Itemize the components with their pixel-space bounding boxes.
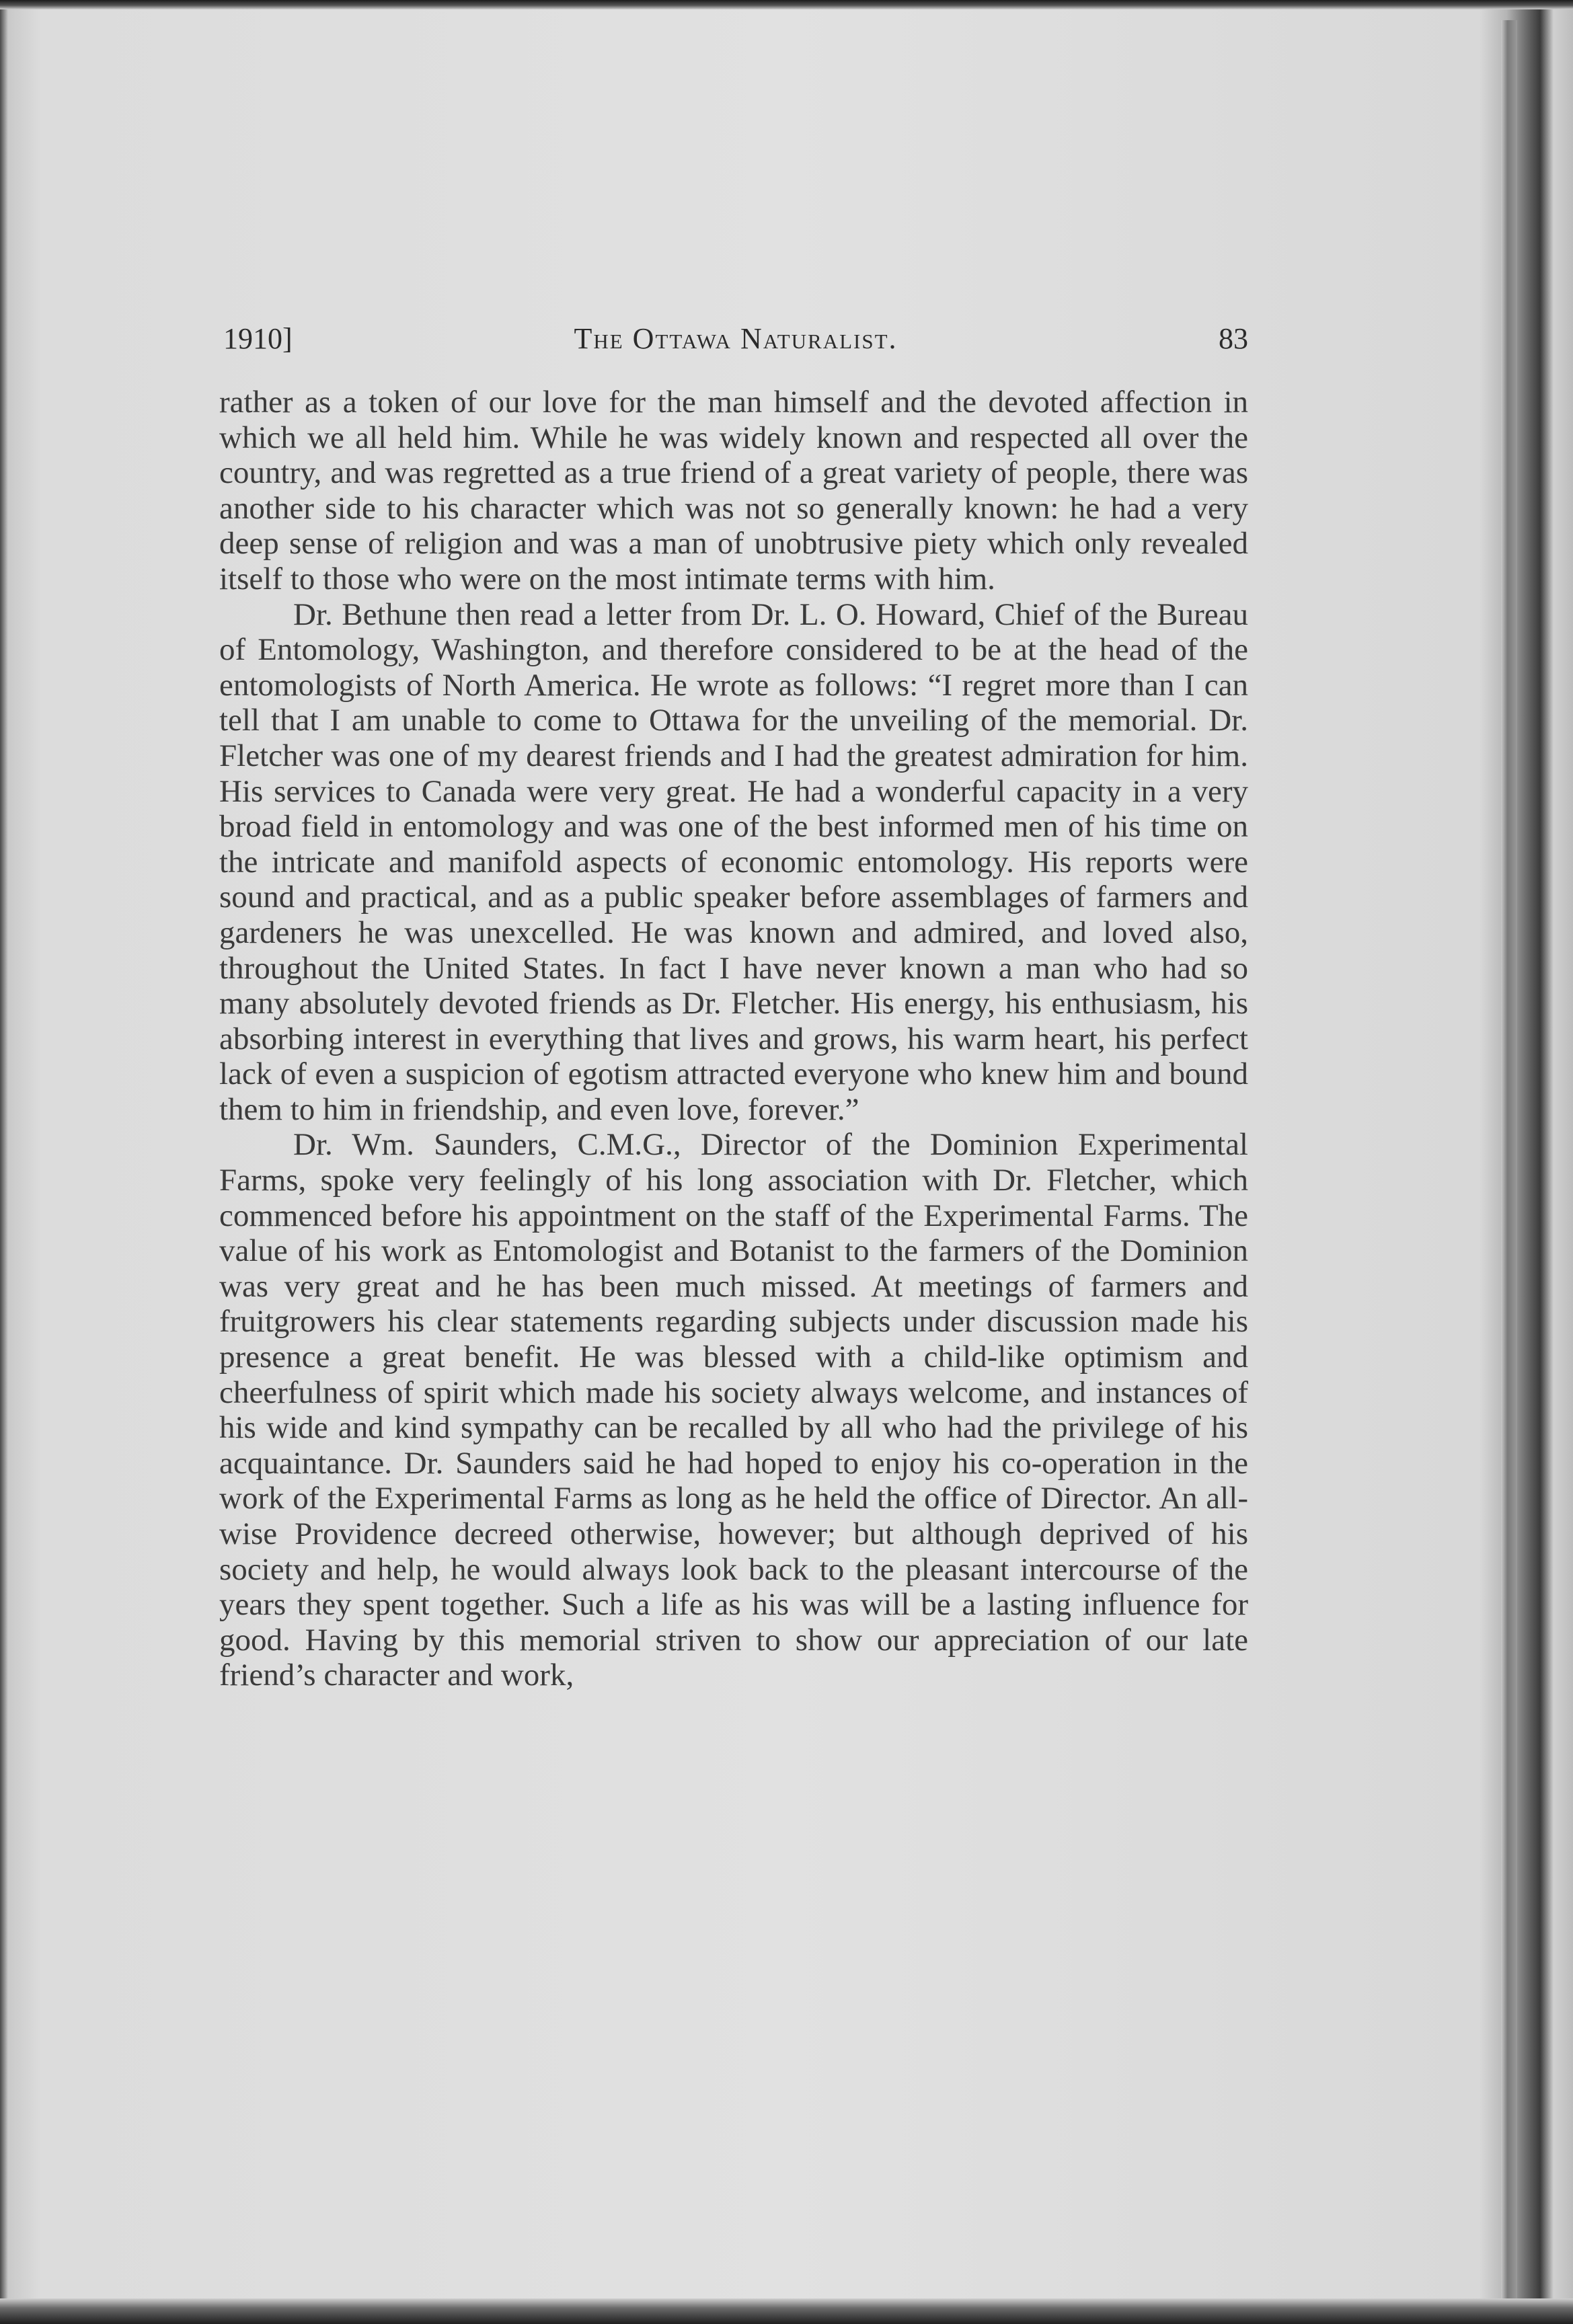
page-number: 83 [1219,322,1248,355]
running-head-year: 1910] [223,322,293,355]
paragraph-continuation: rather as a token of our love for the man himself and the devoted affection in which we all held him. While he was widely known and respected all over the country, and was regretted as a true friend of a great variety of people, there was another side to his character which was not so generally known: he had a very deep sense of religion and was a man of unobtrusive piety which only revealed itself to those who were on the most intimate terms with him. [219,385,1248,596]
paragraph-howard-letter: Dr. Bethune then read a letter from Dr. L. O. Howard, Chief of the Bureau of Entomology, Washington, and therefore considered to be at the head of the entomologists of North America. He wrote as follows: “I regret more than I can tell that I am unable to come to Ottawa for the unveiling of the memorial. Dr. Fletcher was one of my dearest friends and I had the greatest admiration for him. His services to Canada were very great. He had a wonderful capacity in a very broad field in entomology and was one of the best informed men of his time on the intricate and manifold aspects of economic entomology. His reports were sound and practical, and as a public speaker before assemblages of farmers and gardeners he was unexcelled. He was known and admired, and loved also, throughout the United States. In fact I have never known a man who had so many absolutely devoted friends as Dr. Fletcher. His energy, his enthusiasm, his absorbing interest in everything that lives and grows, his warm heart, his perfect lack of even a suspicion of egotism attracted everyone who knew him and bound them to him in friendship, and even love, forever.” [219,596,1248,1127]
paragraph-saunders-speech: Dr. Wm. Saunders, C.M.G., Director of the Dominion Experimental Farms, spoke very feelingly of his long association with Dr. Fletcher, which commenced before his appointment on the staff of the Experimental Farms. The value of his work as Entomologist and Botanist to the farmers of the Dominion was very great and he has been much missed. At meetings of farmers and fruitgrowers his clear statements regarding subjects under discussion made his presence a great benefit. He was blessed with a child-like optimism and cheerfulness of spirit which made his society always welcome, and instances of his wide and kind sympathy can be recalled by all who had the privilege of his acquaintance. Dr. Saunders said he had hoped to enjoy his co-operation in the work of the Experimental Farms as long as he held the office of Director. An all-wise Providence decreed otherwise, however; but although deprived of his society and help, he would always look back to the pleasant intercourse of the years they spent together. Such a life as his was will be a lasting influence for good. Having by this memorial striven to show our appreciation of our late friend’s character and work, [219,1127,1248,1693]
body-text [219,385,1248,1693]
running-head [223,315,1248,362]
page-binding-shadow [1501,20,1517,2300]
bottom-page-edge [0,2298,1573,2324]
running-head-journal-title: The Ottawa Naturalist. [574,322,898,355]
top-page-edge [0,0,1573,9]
